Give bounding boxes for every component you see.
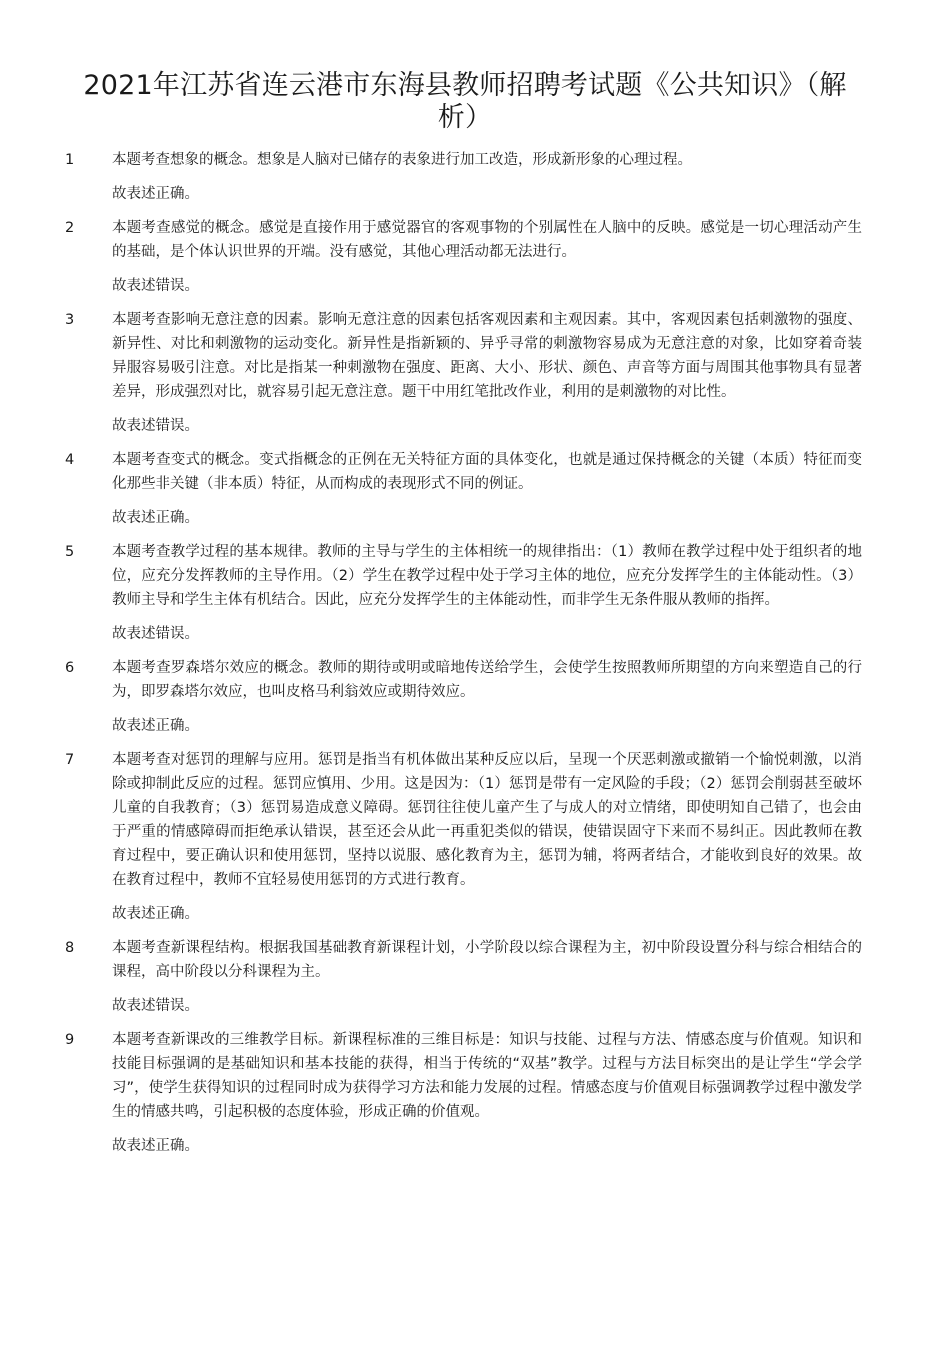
item-explanation: 本题考查对惩罚的理解与应用。惩罚是指当有机体做出某种反应以后，呈现一个厌恶刺激或撤销一个愉悦刺激，以消除或抑制此反应的过程。惩罚应慎用、少用。这是因为：（1）惩罚是带有一定风险的手段；（2）惩罚会削弱甚至破坏儿童的自我教育；（3）惩罚易造成意义障碍。惩罚往往使儿童产生了与成人的对立情绪，即使明知自己错了，也会由于严重的情感障碍而拒绝承认错误，甚至还会从此一再重犯类似的错误，使错误固守下来而不易纠正。因此教师在教育过程中，要正确认识和使用惩罚，坚持以说服、感化教育为主，惩罚为辅，将两者结合，才能收到良好的效果。故在教育过程中，教师不宜轻易使用惩罚的方式进行教育。 xyxy=(112,752,862,888)
item-body xyxy=(112,656,862,738)
answer-item xyxy=(64,540,862,646)
item-body xyxy=(112,148,862,206)
item-explanation: 本题考查影响无意注意的因素。影响无意注意的因素包括客观因素和主观因素。其中，客观因素包括刺激物的强度、新异性、对比和刺激物的运动变化。新异性是指新颖的、异乎寻常的刺激物容易成为无意注意的对象，比如穿着奇装异服容易吸引注意。对比是指某一种刺激物在强度、距离、大小、形状、颜色、声音等方面与周围其他事物具有显著差异，形成强烈对比，就容易引起无意注意。题干中用红笔批改作业，利用的是刺激物的对比性。 xyxy=(112,312,862,400)
item-number: 7 xyxy=(65,752,75,768)
item-number: 5 xyxy=(65,544,75,560)
item-conclusion: 故表述错误。 xyxy=(112,278,199,294)
answer-item xyxy=(64,1028,862,1158)
item-body xyxy=(112,308,862,438)
item-conclusion: 故表述正确。 xyxy=(112,1138,199,1154)
answer-item xyxy=(64,656,862,738)
item-explanation: 本题考查教学过程的基本规律。教师的主导与学生的主体相统一的规律指出：（1）教师在教学过程中处于组织者的地位，应充分发挥教师的主导作用。（2）学生在教学过程中处于学习主体的地位，应充分发挥学生的主体能动性。（3）教师主导和学生主体有机结合。因此，应充分发挥学生的主体能动性，而非学生无条件服从教师的指挥。 xyxy=(112,544,862,608)
answer-list xyxy=(64,148,862,1158)
item-number: 2 xyxy=(65,220,75,236)
answer-item xyxy=(64,148,862,206)
item-explanation: 本题考查新课程结构。根据我国基础教育新课程计划，小学阶段以综合课程为主，初中阶段设置分科与综合相结合的课程，高中阶段以分科课程为主。 xyxy=(112,940,862,980)
answer-item xyxy=(64,748,862,926)
item-explanation: 本题考查新课改的三维教学目标。新课程标准的三维目标是：知识与技能、过程与方法、情感态度与价值观。知识和技能目标强调的是基础知识和基本技能的获得，相当于传统的“双基”教学。过程与方法目标突出的是让学生“学会学习”，使学生获得知识的过程同时成为获得学习方法和能力发展的过程。情感态度与价值观目标强调教学过程中激发学生的情感共鸣，引起积极的态度体验，形成正确的价值观。 xyxy=(112,1032,862,1120)
item-conclusion: 故表述错误。 xyxy=(112,998,199,1014)
answer-item xyxy=(64,936,862,1018)
answer-item xyxy=(64,448,862,530)
item-conclusion: 故表述正确。 xyxy=(112,906,199,922)
item-body xyxy=(112,540,862,646)
item-number: 3 xyxy=(65,312,75,328)
item-conclusion: 故表述正确。 xyxy=(112,718,199,734)
item-body xyxy=(112,936,862,1018)
item-number: 6 xyxy=(65,660,75,676)
item-conclusion: 故表述正确。 xyxy=(112,186,199,202)
item-explanation: 本题考查感觉的概念。感觉是直接作用于感觉器官的客观事物的个别属性在人脑中的反映。感觉是一切心理活动产生的基础，是个体认识世界的开端。没有感觉，其他心理活动都无法进行。 xyxy=(112,220,862,260)
document-title: 2021年江苏省连云港市东海县教师招聘考试题《公共知识》（解析） xyxy=(83,70,847,133)
item-explanation: 本题考查想象的概念。想象是人脑对已储存的表象进行加工改造，形成新形象的心理过程。 xyxy=(112,152,692,168)
item-number: 8 xyxy=(65,940,75,956)
answer-item xyxy=(64,308,862,438)
item-number: 9 xyxy=(65,1032,75,1048)
item-number: 4 xyxy=(65,452,75,468)
item-explanation: 本题考查罗森塔尔效应的概念。教师的期待或明或暗地传送给学生，会使学生按照教师所期望的方向来塑造自己的行为，即罗森塔尔效应，也叫皮格马利翁效应或期待效应。 xyxy=(112,660,862,700)
item-number: 1 xyxy=(65,152,75,168)
item-conclusion: 故表述错误。 xyxy=(112,418,199,434)
item-body xyxy=(112,1028,862,1158)
item-explanation: 本题考查变式的概念。变式指概念的正例在无关特征方面的具体变化，也就是通过保持概念的关键（本质）特征而变化那些非关键（非本质）特征，从而构成的表现形式不同的例证。 xyxy=(112,452,862,492)
item-body xyxy=(112,748,862,926)
answer-item xyxy=(64,216,862,298)
item-conclusion: 故表述错误。 xyxy=(112,626,199,642)
item-conclusion: 故表述正确。 xyxy=(112,510,199,526)
item-body xyxy=(112,448,862,530)
item-body xyxy=(112,216,862,298)
